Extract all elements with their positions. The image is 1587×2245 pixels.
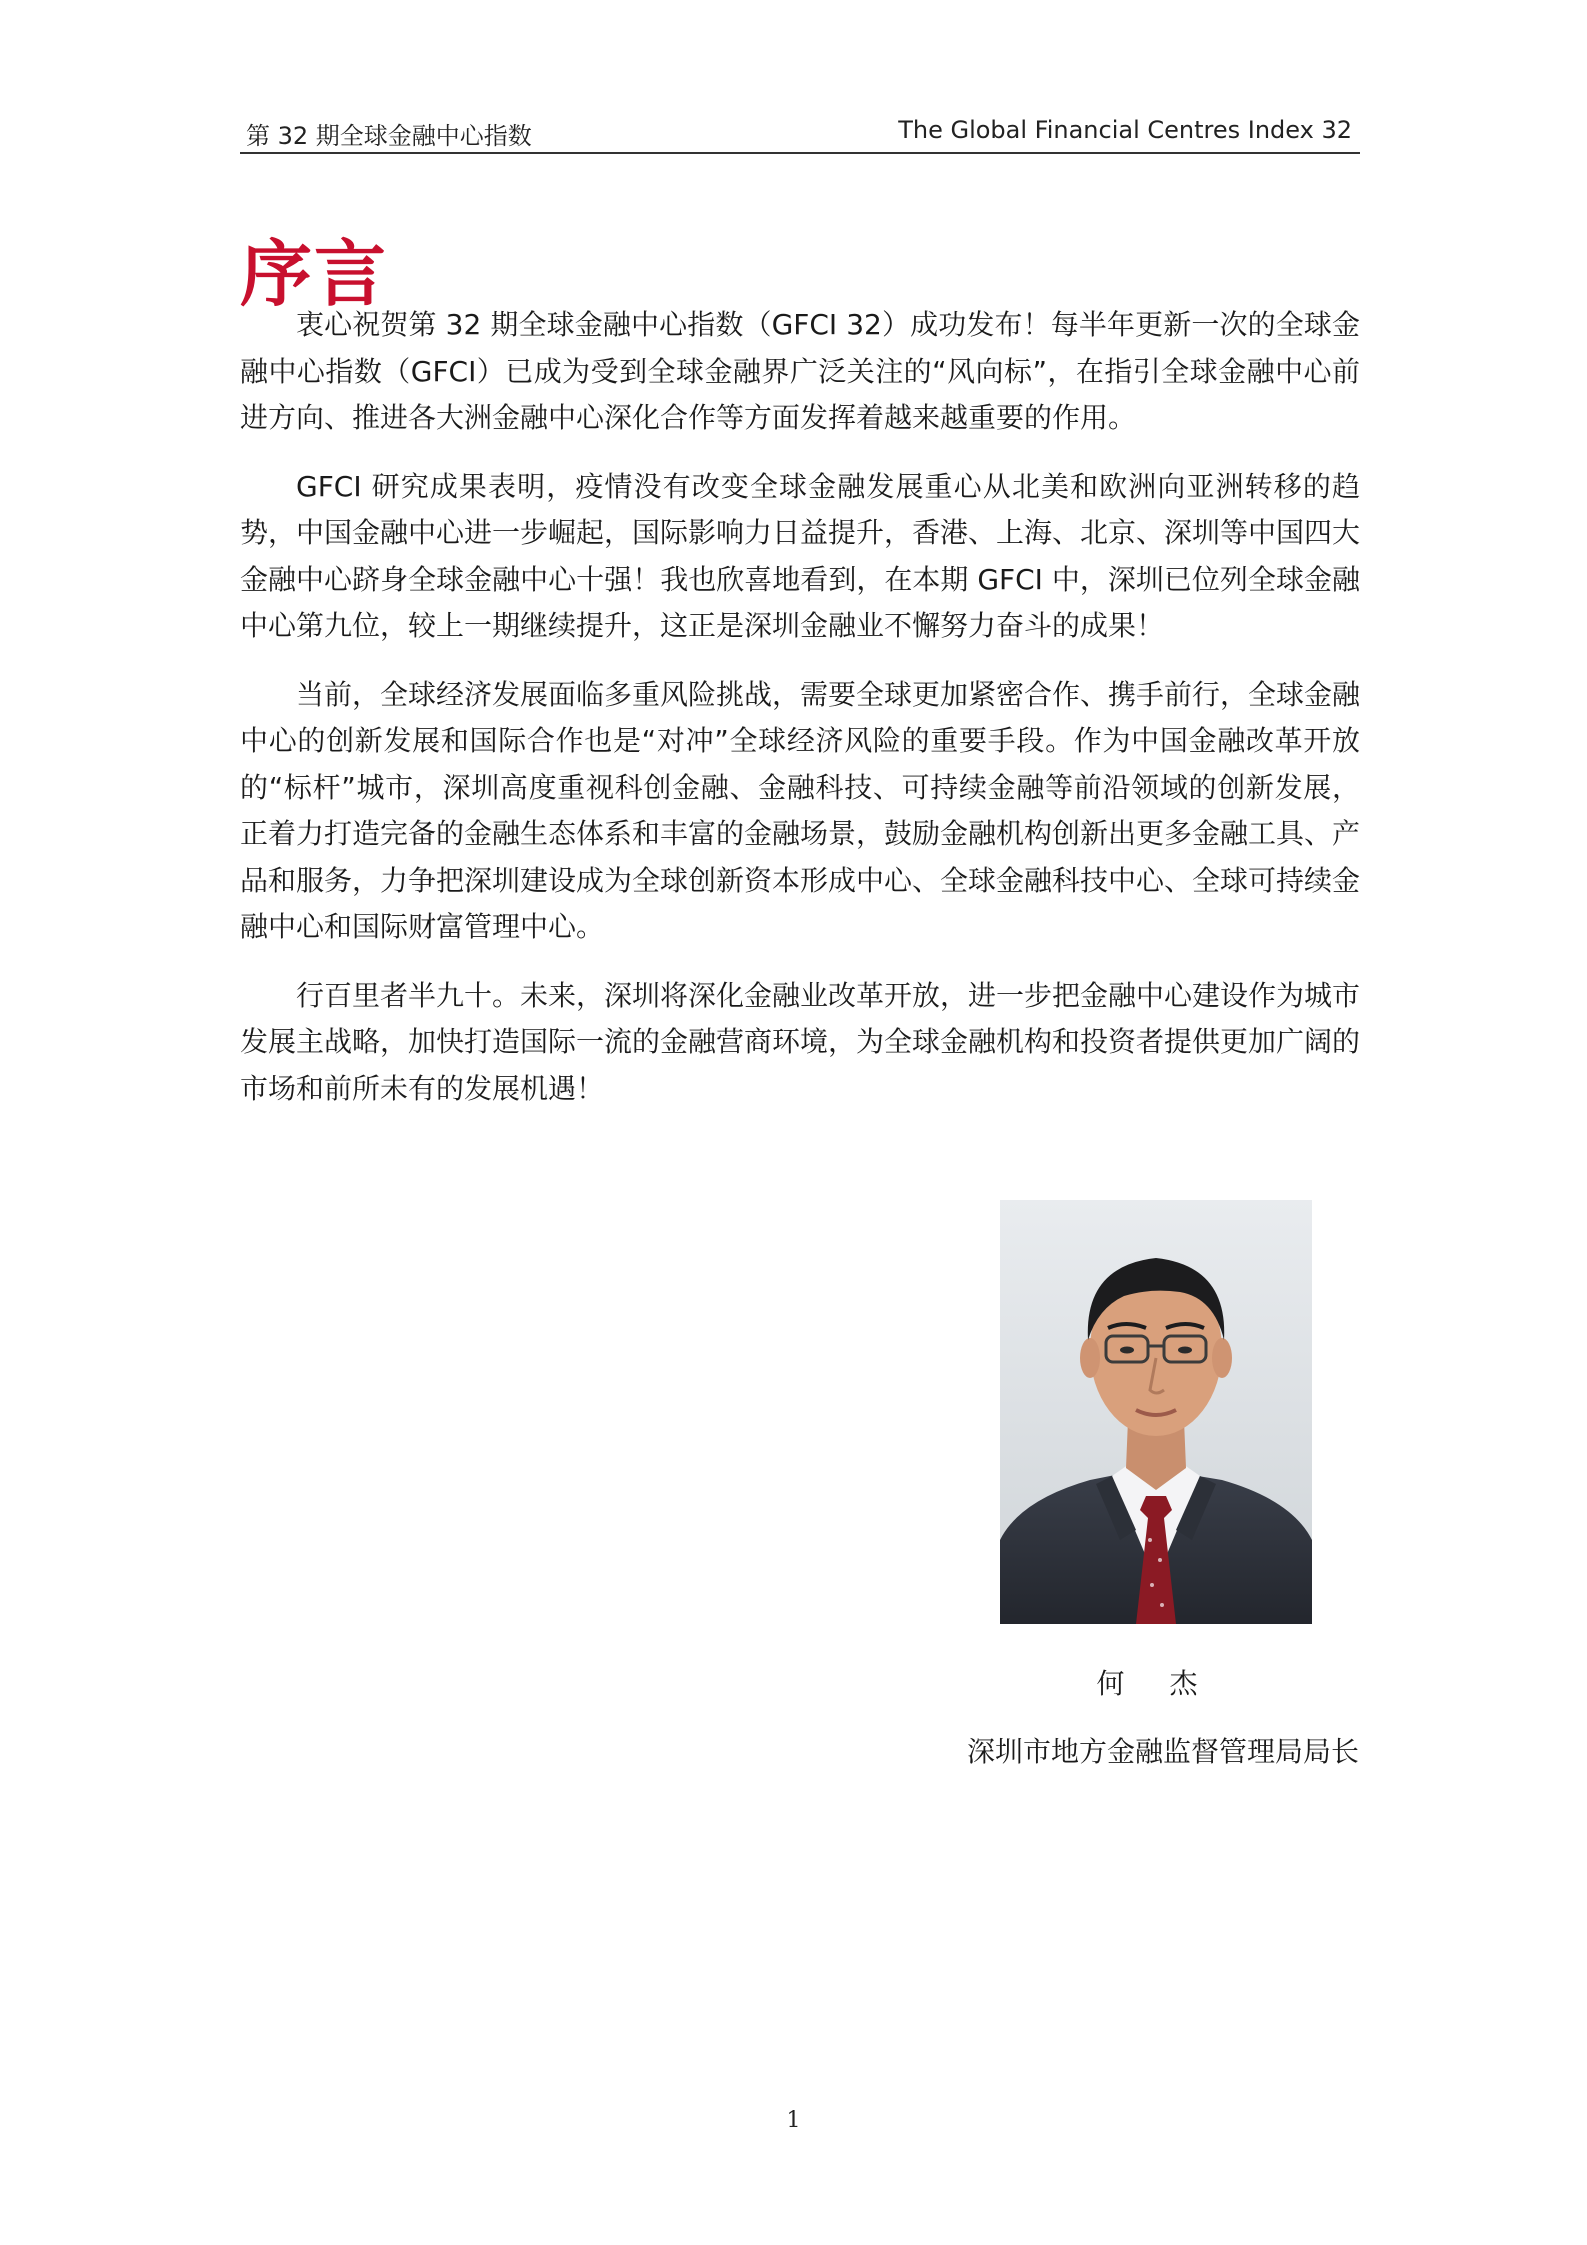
author-portrait bbox=[1000, 1200, 1312, 1624]
paragraph: GFCI 研究成果表明，疫情没有改变全球金融发展重心从北美和欧洲向亚洲转移的趋势，中国金融中心进一步崛起，国际影响力日益提升，香港、上海、北京、深圳等中国四大金融中心跻身全球金融中心十强！我也欣喜地看到，在本期 GFCI 中，深圳已位列全球金融中心第九位，较上一期继续提升，这正是深圳金融业不懈努力奋斗的成果！ bbox=[240, 469, 1361, 642]
page-number: 1 bbox=[786, 2108, 801, 2133]
signatory-name: 何 杰 bbox=[1096, 1667, 1216, 1700]
paragraph: 行百里者半九十。未来，深圳将深化金融业改革开放，进一步把金融中心建设作为城市发展主战略，加快打造国际一流的金融营商环境，为全球金融机构和投资者提供更加广阔的市场和前所未有的发展机遇！ bbox=[240, 978, 1361, 1105]
header-report-title-cn: 第 32 期全球金融中心指数 bbox=[246, 122, 532, 150]
page-header bbox=[240, 112, 1360, 154]
header-report-title-en: The Global Financial Centres Index 32 bbox=[898, 116, 1352, 144]
paragraph: 当前，全球经济发展面临多重风险挑战，需要全球更加紧密合作、携手前行，全球金融中心的创新发展和国际合作也是“对冲”全球经济风险的重要手段。作为中国金融改革开放的“标杆”城市，深圳高度重视科创金融、金融科技、可持续金融等前沿领域的创新发展，正着力打造完备的金融生态体系和丰富的金融场景，鼓励金融机构创新出更多金融工具、产品和服务，力争把深圳建设成为全球创新资本形成中心、全球金融科技中心、全球可持续金融中心和国际财富管理中心。 bbox=[240, 677, 1361, 943]
portrait-illustration bbox=[1000, 1200, 1312, 1624]
page-title: 序言 bbox=[240, 231, 389, 317]
paragraph: 衷心祝贺第 32 期全球金融中心指数（GFCI 32）成功发布！每半年更新一次的全球金融中心指数（GFCI）已成为受到全球金融界广泛关注的“风向标”，在指引全球金融中心前进方向、推进各大洲金融中心深化合作等方面发挥着越来越重要的作用。 bbox=[240, 308, 1360, 434]
preface-body bbox=[240, 302, 1360, 1134]
signatory-position: 深圳市地方金融监督管理局局长 bbox=[966, 1735, 1359, 1768]
